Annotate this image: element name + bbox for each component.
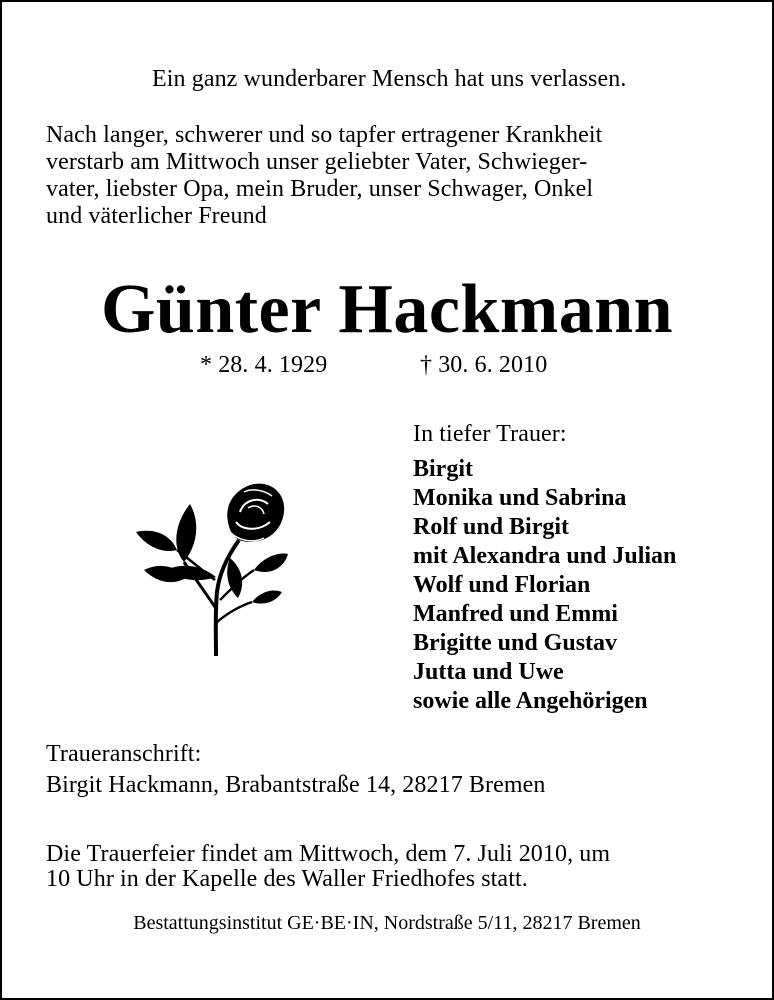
mourner-name: Monika und Sabrina xyxy=(413,485,627,511)
paragraph-line-4: und väterlicher Freund xyxy=(46,203,267,229)
deceased-name: Günter Hackmann xyxy=(100,271,674,348)
mourner-name: Rolf und Birgit xyxy=(413,514,570,540)
intro-line: Ein ganz wunderbarer Mensch hat uns verlassen. xyxy=(152,66,627,92)
mourner-name: Brigitte und Gustav xyxy=(413,630,618,656)
mourner-name: Wolf und Florian xyxy=(413,572,591,598)
mourning-heading: In tiefer Trauer: xyxy=(413,421,567,447)
funeral-line-1: Die Trauerfeier findet am Mittwoch, dem 7. Juli 2010, um xyxy=(46,841,611,867)
rose-icon xyxy=(132,482,290,658)
funeral-home-footer: Bestattungsinstitut GE·BE·IN, Nordstraße 5/11, 28217 Bremen xyxy=(133,912,641,934)
mourner-name: sowie alle Angehörigen xyxy=(413,688,648,714)
mourner-name: Jutta und Uwe xyxy=(413,659,564,685)
mourner-name: mit Alexandra und Julian xyxy=(413,543,677,569)
death-date: † 30. 6. 2010 xyxy=(420,352,548,378)
paragraph-line-2: verstarb am Mittwoch unser geliebter Vater, Schwieger- xyxy=(46,149,588,175)
address-label: Traueranschrift: xyxy=(46,741,202,767)
mourner-name: Birgit xyxy=(413,456,473,482)
paragraph-line-1: Nach langer, schwerer und so tapfer ertragener Krankheit xyxy=(46,122,603,148)
address-value: Birgit Hackmann, Brabantstraße 14, 28217 Bremen xyxy=(46,772,546,798)
paragraph-line-3: vater, liebster Opa, mein Bruder, unser Schwager, Onkel xyxy=(46,176,594,202)
funeral-line-2: 10 Uhr in der Kapelle des Waller Friedhofes statt. xyxy=(46,866,528,892)
mourner-name: Manfred und Emmi xyxy=(413,601,618,627)
birth-date: * 28. 4. 1929 xyxy=(200,352,328,378)
